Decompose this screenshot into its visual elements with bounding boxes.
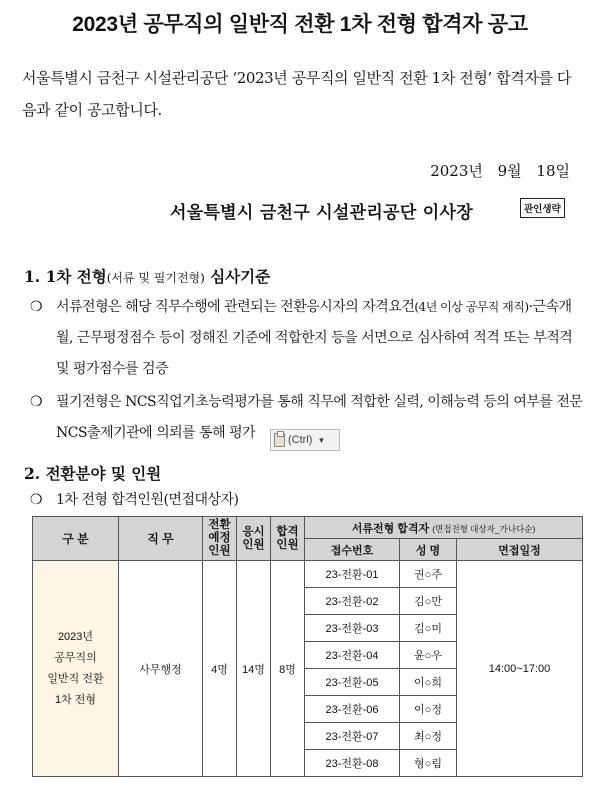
table-row: [33, 561, 583, 588]
results-table: [32, 516, 583, 777]
receipt-no-cell: 23-전환-08: [305, 750, 400, 777]
bullet2-text: 필기전형은 NCS직업기초능력평가를 통해 직무에 적합한 실력, 이해능력 등의 여부를 전문 NCS출제기관에 의뢰를 통해 평가: [56, 394, 583, 441]
bullet-circle-icon: ❍: [30, 299, 43, 315]
section1-title-suffix: 심사기준: [204, 267, 271, 286]
name-cell: 김○미: [400, 615, 457, 642]
clipboard-icon: [274, 433, 285, 447]
chevron-down-icon: ▼: [317, 435, 326, 445]
section2-heading: [24, 462, 161, 484]
name-cell: 이○희: [400, 669, 457, 696]
name-cell: 형○림: [400, 750, 457, 777]
name-cell: 최○정: [400, 723, 457, 750]
bullet-circle-icon: ❍: [30, 492, 43, 508]
name-cell: 윤○우: [400, 642, 457, 669]
header-category: 구 분: [33, 517, 119, 561]
receipt-no-cell: 23-전환-03: [305, 615, 400, 642]
page-title: 2023년 공무직의 일반직 전환 1차 전형 합격자 공고: [72, 13, 528, 36]
header-job: 직 무: [119, 517, 203, 561]
announcement-date: 2023년 9월 18일: [430, 162, 570, 180]
bullet1-text-a: 서류전형은 해당 직무수행에 관련되는 전환응시자의 자격요건: [56, 299, 415, 315]
category-line: 2023년: [57, 630, 94, 643]
passers-bullet-text: 1차 전형 합격인원(면접대상자): [56, 492, 239, 508]
header-interview-date: 면접일정: [457, 539, 583, 561]
header-doc-pass-note: (면접전형 대상자_가나다순): [432, 523, 536, 534]
header-planned: 전환 예정 인원: [203, 517, 237, 561]
section2-title: 전환분야 및 인원: [45, 464, 162, 483]
seal-omitted-stamp: 관인생략: [520, 198, 565, 218]
receipt-no-cell: 23-전환-05: [305, 669, 400, 696]
header-name: 성 명: [400, 539, 457, 561]
bullet-circle-icon: ❍: [30, 394, 43, 410]
header-doc-pass-label: 서류전형 합격자: [351, 522, 430, 535]
header-passed: 합격 인원: [271, 517, 305, 561]
receipt-no-cell: 23-전환-06: [305, 696, 400, 723]
section1-number: 1.: [24, 267, 46, 286]
category-line: 1차 전형: [54, 693, 97, 706]
header-receipt-no: 접수번호: [305, 539, 400, 561]
planned-cell: 4명: [203, 561, 237, 777]
job-cell: 사무행정: [119, 561, 203, 777]
section1-subtitle: (서류 및 필기전형): [106, 271, 205, 285]
criteria-bullet-document: [30, 292, 585, 385]
receipt-no-cell: 23-전환-07: [305, 723, 400, 750]
passed-cell: 8명: [271, 561, 305, 777]
issuer-name: 서울특별시 금천구 시설관리공단 이사장: [170, 203, 473, 223]
paste-options-popup[interactable]: [270, 429, 340, 451]
bullet1-text-b: ·근속개월, 근무평정점수 등이 정해진 기준에 적합한지 등을 서면으로 심사하여 적격 또는 부적격 및 평가점수를 검증: [56, 299, 573, 377]
name-cell: 권○주: [400, 561, 457, 588]
receipt-no-cell: 23-전환-01: [305, 561, 400, 588]
interview-time-cell: 14:00~17:00: [457, 561, 583, 777]
category-line: 일반직 전환: [47, 672, 104, 685]
section2-number: 2.: [24, 464, 46, 483]
applicants-cell: 14명: [237, 561, 271, 777]
receipt-no-cell: 23-전환-04: [305, 642, 400, 669]
section1-heading: [24, 265, 270, 287]
receipt-no-cell: 23-전환-02: [305, 588, 400, 615]
intro-paragraph: 서울특별시 금천구 시설관리공단 ‘2023년 공무직의 일반직 전환 1차 전형’ 합격자를 다음과 같이 공고합니다.: [22, 69, 572, 119]
bullet1-text-small: (4년 이상 공무직 재직): [414, 300, 529, 314]
section1-title: 1차 전형: [45, 267, 107, 286]
header-applicants: 응시 인원: [237, 517, 271, 561]
passers-bullet: [30, 490, 585, 510]
name-cell: 김○만: [400, 588, 457, 615]
category-cell: [33, 561, 119, 777]
category-line: 공무직의: [54, 651, 97, 664]
paste-options-label: (Ctrl): [288, 434, 313, 446]
name-cell: 이○정: [400, 696, 457, 723]
header-doc-pass: [305, 517, 583, 539]
